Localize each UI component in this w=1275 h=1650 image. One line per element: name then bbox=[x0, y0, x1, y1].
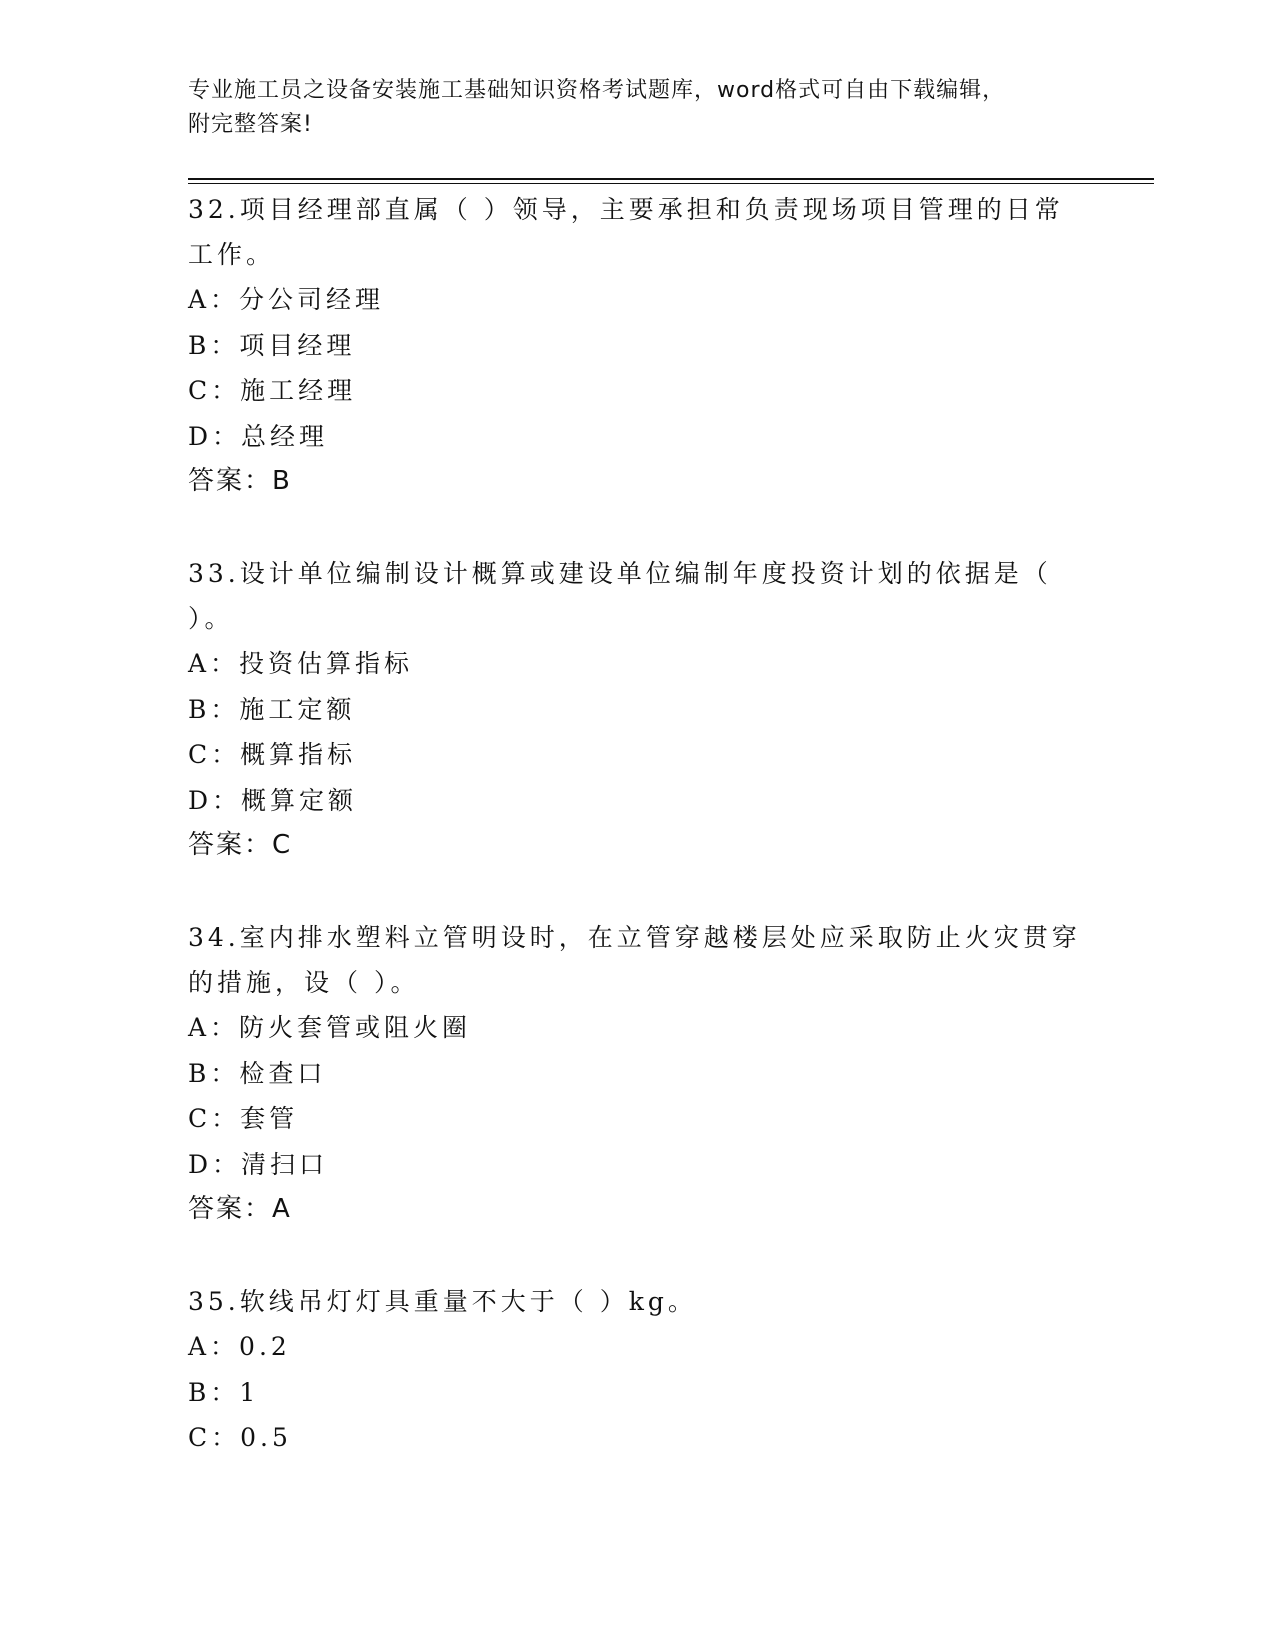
option-c: C：施工经理 bbox=[188, 376, 357, 405]
question-33 bbox=[188, 551, 1088, 868]
option-d: D：概算定额 bbox=[188, 785, 358, 815]
option-c: C：套管 bbox=[188, 1104, 299, 1133]
question-list bbox=[188, 187, 1088, 1508]
question-35 bbox=[188, 1279, 1088, 1461]
option-b: B：项目经理 bbox=[188, 330, 356, 360]
header-divider-thin bbox=[188, 183, 1154, 184]
answer: 答案：A bbox=[188, 1194, 292, 1224]
question-text: 34.室内排水塑料立管明设时，在立管穿越楼层处应采取防止火灾贯穿的措施，设（ ）。 bbox=[188, 923, 1081, 997]
option-c: C：0.5 bbox=[188, 1423, 292, 1452]
option-c: C：概算指标 bbox=[188, 740, 357, 769]
header-line-2: 附完整答案! bbox=[188, 112, 313, 137]
option-b: B：施工定额 bbox=[188, 694, 356, 724]
option-b: B：1 bbox=[188, 1377, 260, 1407]
option-a: A：0.2 bbox=[188, 1332, 291, 1361]
option-a: A：投资估算指标 bbox=[188, 649, 414, 678]
question-text: 35.软线吊灯灯具重量不大于（ ）kg。 bbox=[188, 1287, 697, 1316]
option-d: D：总经理 bbox=[188, 421, 329, 451]
answer: 答案：B bbox=[188, 466, 292, 496]
option-a: A：防火套管或阻火圈 bbox=[188, 1013, 472, 1042]
question-34 bbox=[188, 915, 1088, 1232]
header-divider-thick bbox=[188, 178, 1154, 180]
answer: 答案：C bbox=[188, 830, 293, 860]
option-d: D：清扫口 bbox=[188, 1149, 329, 1179]
question-text: 33.设计单位编制设计概算或建设单位编制年度投资计划的依据是（ ）。 bbox=[188, 559, 1052, 633]
document-header bbox=[188, 74, 1068, 142]
question-text: 32.项目经理部直属（ ）领导，主要承担和负责现场项目管理的日常工作。 bbox=[188, 195, 1064, 269]
header-line-1: 专业施工员之设备安装施工基础知识资格考试题库，word格式可自由下载编辑， bbox=[188, 78, 1006, 103]
question-32 bbox=[188, 187, 1088, 504]
option-a: A：分公司经理 bbox=[188, 285, 385, 314]
option-b: B：检查口 bbox=[188, 1058, 327, 1088]
